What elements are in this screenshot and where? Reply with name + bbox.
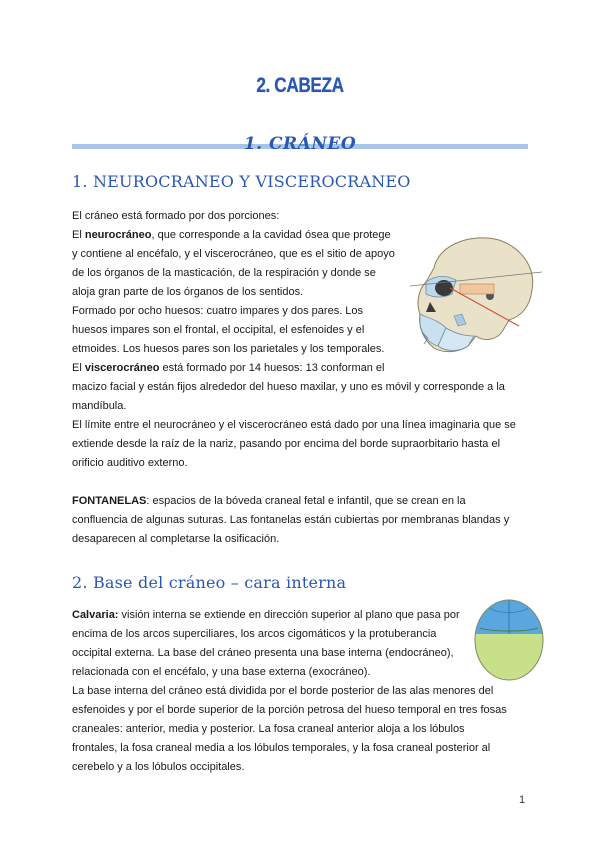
text-line: desaparecen al completarse la osificación. xyxy=(72,533,280,545)
text-line: El límite entre el neurocráneo y el viscerocráneo está dado por una línea imaginaria que se xyxy=(72,419,516,431)
subheading-neurocraneo: 1. NEUROCRANEO Y VISCEROCRANEO xyxy=(72,172,411,191)
document-title: 2. CABEZA xyxy=(256,74,344,97)
text-line: La base interna del cráneo está dividida por el borde posterior de las alas menores del xyxy=(72,685,494,697)
text-line: y contiene al encéfalo, y el viscerocráneo, que es el sitio de apoyo xyxy=(72,248,395,260)
text-line: de los órganos de la masticación, de la respiración y donde se xyxy=(72,267,376,279)
text-line: etmoides. Los huesos pares son los parietales y los temporales. xyxy=(72,343,385,355)
page-number: 1 xyxy=(519,794,526,806)
paragraph-fontanelas xyxy=(72,492,509,549)
skull-lateral-illustration xyxy=(404,228,544,358)
text-line: macizo facial y están fijos alrededor del hueso maxilar, y uno es móvil y corresponde a la xyxy=(72,381,505,393)
text-line: occipital externa. La base del cráneo presenta una base interna (endocráneo), xyxy=(72,647,454,659)
text-line: esfenoides y por el borde superior de la porción petrosa del hueso temporal en tres fosas xyxy=(72,704,507,716)
paragraph-calvaria xyxy=(72,606,507,777)
text-line: frontales, la fosa craneal media a los lóbulos temporales, y la fosa craneal posterior al xyxy=(72,742,491,754)
text-line: encima de los arcos superciliares, los arcos cigomáticos y la protuberancia xyxy=(72,628,437,640)
text-line: relacionada con el encéfalo, y una base externa (exocráneo). xyxy=(72,666,371,678)
bold-term: viscerocráneo xyxy=(84,362,160,374)
text-line: Formado por ocho huesos: cuatro impares y dos pares. Los xyxy=(72,305,364,317)
bold-term: neurocráneo xyxy=(84,229,152,241)
text-line: cerebelo y a los lóbulos occipitales. xyxy=(72,761,245,773)
text-line: El cráneo está formado por dos porciones: xyxy=(72,210,280,222)
text-line: mandíbula. xyxy=(72,400,127,412)
bold-term: Calvaria: xyxy=(72,609,119,621)
text-line: craneales: anterior, media y posterior. La fosa craneal anterior aloja a los lóbulos xyxy=(72,723,465,735)
section-title-text: 1. CRÁNEO xyxy=(243,134,357,154)
bold-term: FONTANELAS xyxy=(72,495,147,507)
text-line: El neurocráneo, que corresponde a la cavidad ósea que protege xyxy=(72,229,391,241)
text-line: confluencia de algunas suturas. Las fontanelas están cubiertas por membranas blandas y xyxy=(72,514,510,526)
section-title xyxy=(0,134,600,154)
text-line: El viscerocráneo está formado por 14 huesos: 13 conforman el xyxy=(72,362,385,374)
calvaria-illustration xyxy=(472,598,546,682)
text-line: extiende desde la raíz de la nariz, pasando por encima del borde supraorbitario hasta el xyxy=(72,438,501,450)
text-line: aloja gran parte de los órganos de los sentidos. xyxy=(72,286,304,298)
text-line: Calvaria: visión interna se extiende en dirección superior al plano que pasa por xyxy=(72,609,460,621)
text-line: orificio auditivo externo. xyxy=(72,457,188,469)
subheading-base-craneo: 2. Base del cráneo – cara interna xyxy=(72,573,347,592)
text-line: huesos impares son el frontal, el occipital, el esfenoides y el xyxy=(72,324,365,336)
text-line: FONTANELAS: espacios de la bóveda craneal fetal e infantil, que se crean en la xyxy=(72,495,466,507)
